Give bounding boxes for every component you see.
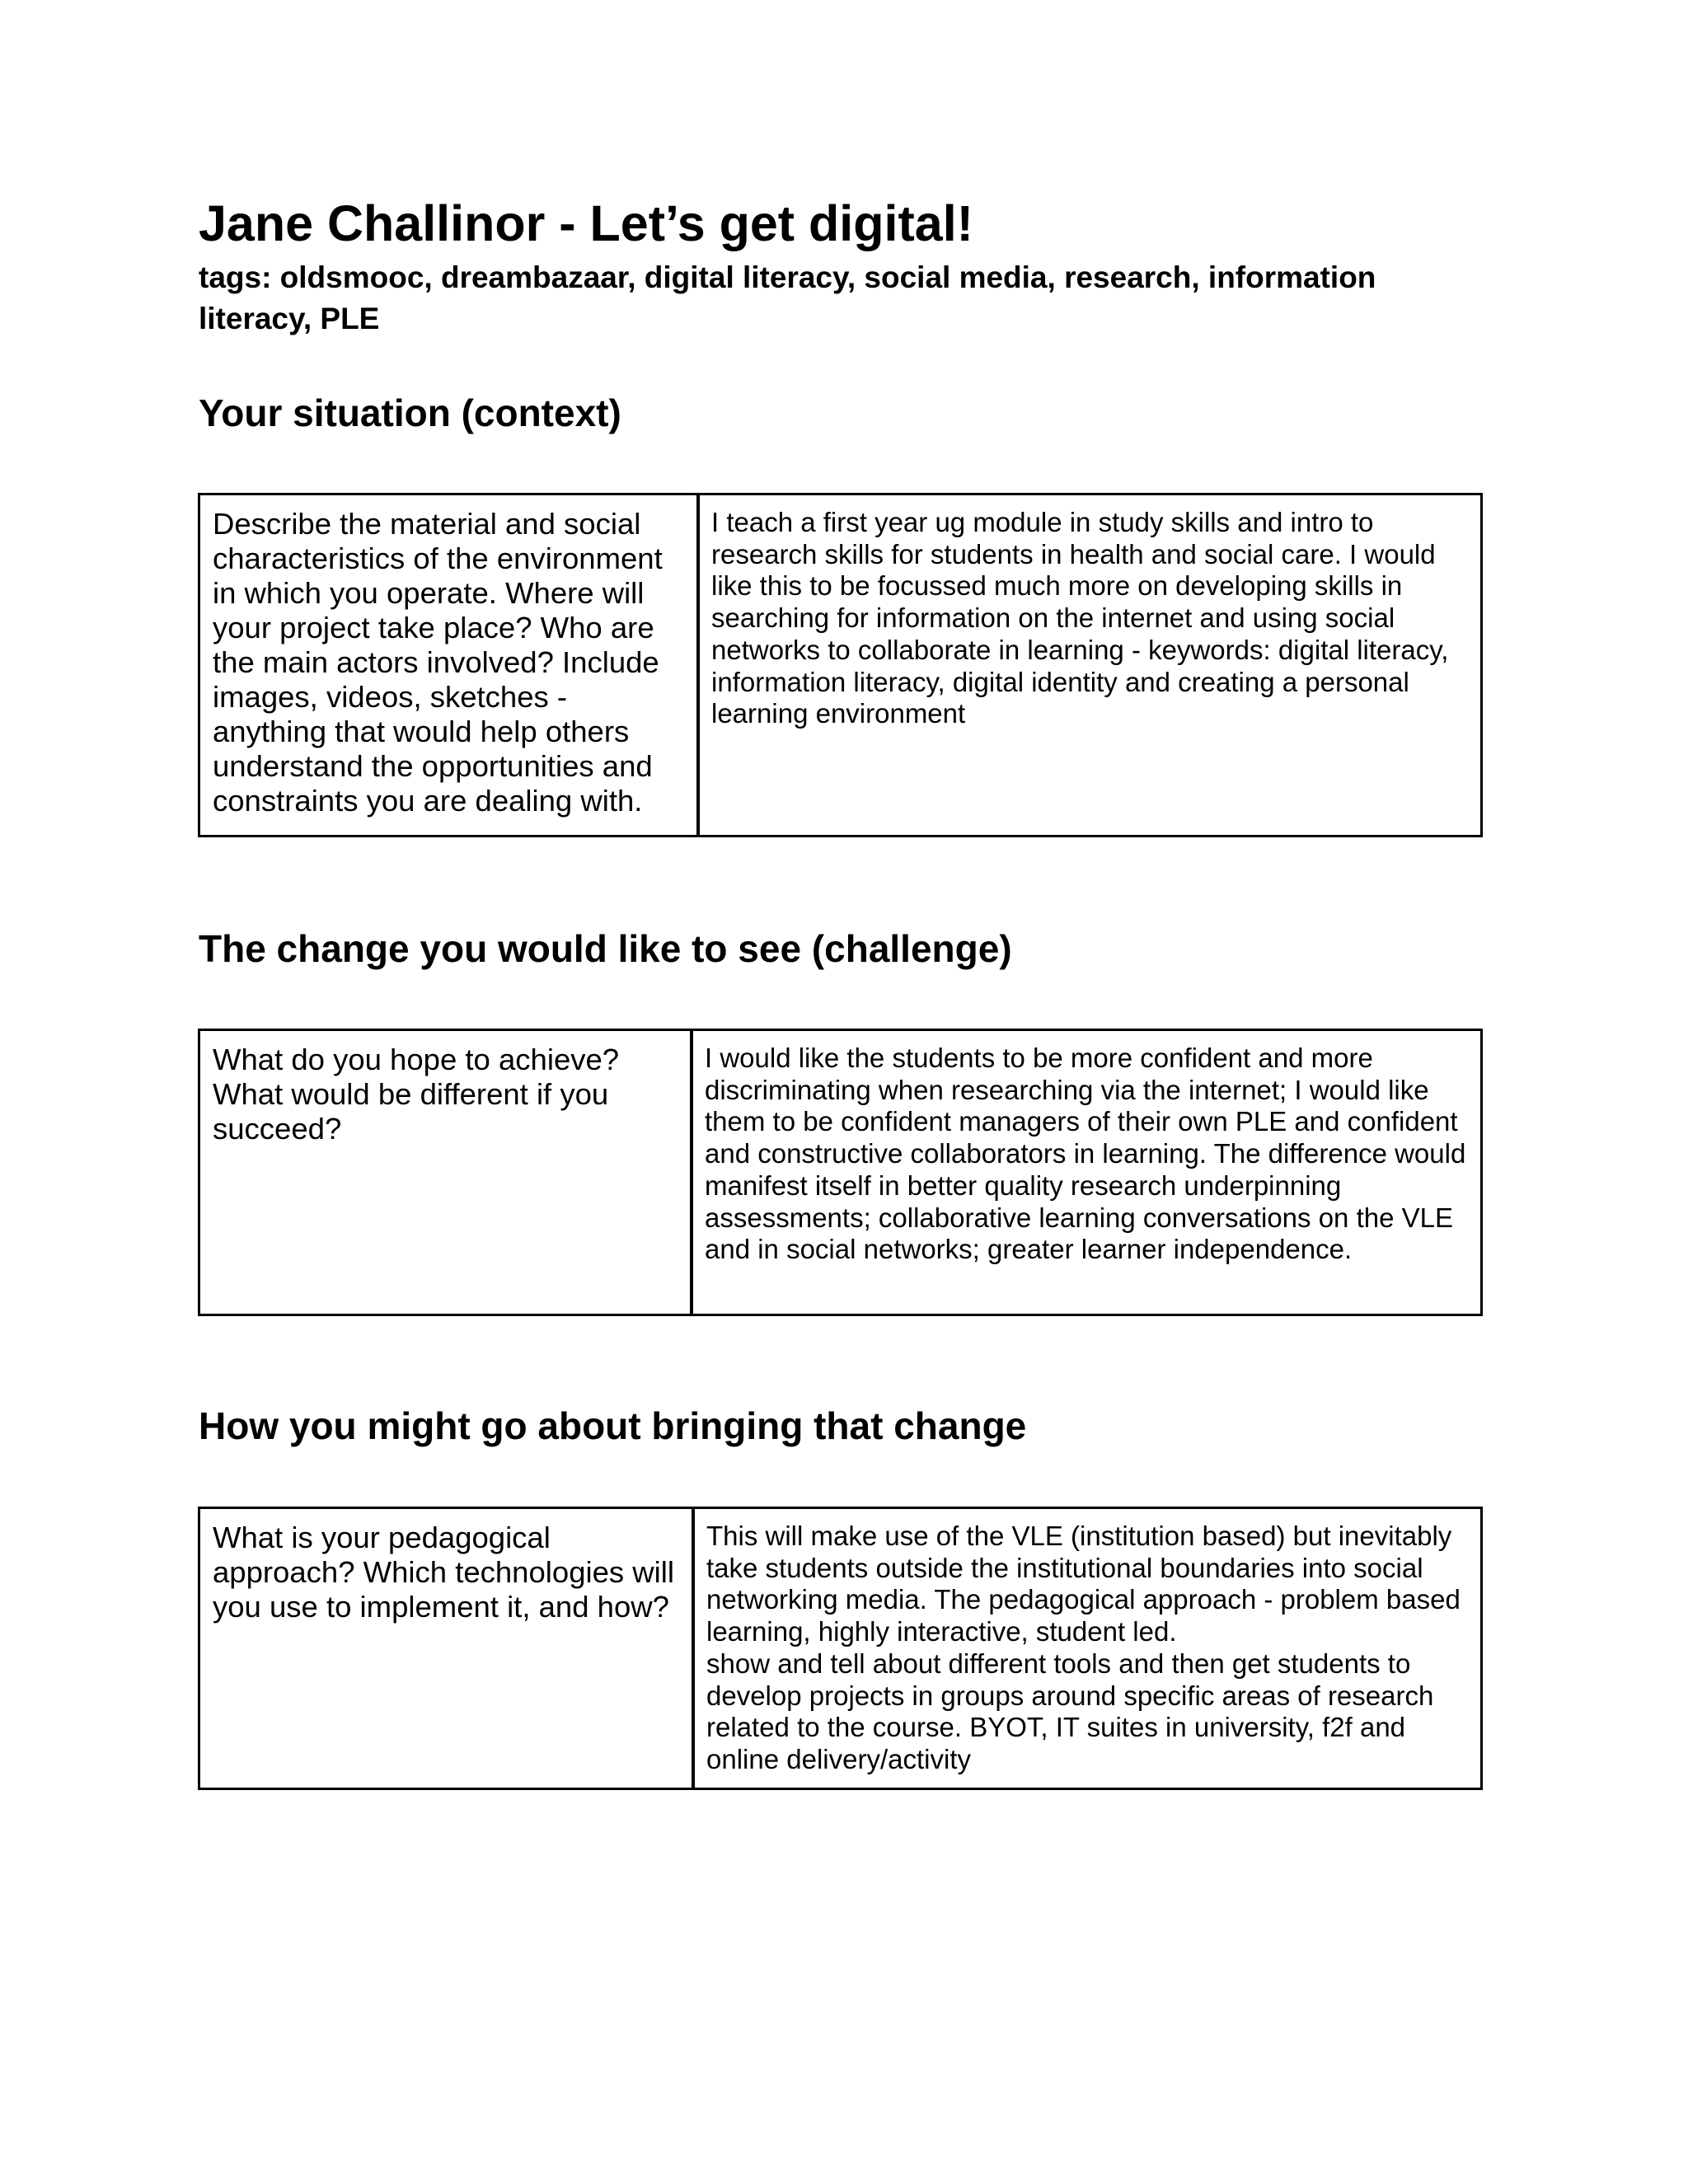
page-title: Jane Challinor - Let’s get digital! <box>199 195 973 251</box>
section-heading-challenge: The change you would like to see (challenge) <box>199 927 1012 970</box>
approach-prompt-cell: What is your pedagogical approach? Which technologies will you use to implement it, and how? <box>200 1509 695 1788</box>
context-table <box>198 493 1483 837</box>
tags-line: tags: oldsmooc, dreambazaar, digital literacy, social media, research, information literacy, PLE <box>199 260 1376 335</box>
context-prompt-cell: Describe the material and social characteristics of the environment in which you operate. Where will your project take place? Who are the main actors involved? Include images, videos, sketches - anything that would help others understand the opportunities and constraints you are dealing with. <box>200 495 700 835</box>
approach-table <box>198 1507 1483 1790</box>
challenge-table <box>198 1029 1483 1316</box>
context-answer-cell: I teach a first year ug module in study skills and intro to research skills for students in health and social care. I would like this to be focussed much more on developing skills in searching for information on the internet and using social networks to collaborate in learning - keywords: digital literacy, information literacy, digital identity and creating a personal learning environment <box>711 507 1449 729</box>
challenge-prompt-cell: What do you hope to achieve? What would be different if you succeed? <box>200 1031 693 1314</box>
challenge-answer-cell: I would like the students to be more confident and more discriminating when researching via the internet; I would like them to be confident managers of their own PLE and confident and constructive collaborators in learning. The difference would manifest itself in better quality research underpinning assessments; collaborative learning conversations on the VLE and in social networks; greater learner independence. <box>705 1043 1466 1265</box>
section-heading-approach: How you might go about bringing that change <box>199 1404 1027 1447</box>
approach-answer-cell: This will make use of the VLE (institution based) but inevitably take students outside the institutional boundaries into social networking media. The pedagogical approach - problem based learning, highly interactive, student led. show and tell about different tools and then get students to develop projects in groups around specific areas of research related to the course. BYOT, IT suites in university, f2f and online delivery/activity <box>706 1521 1461 1774</box>
section-heading-context: Your situation (context) <box>199 391 621 434</box>
